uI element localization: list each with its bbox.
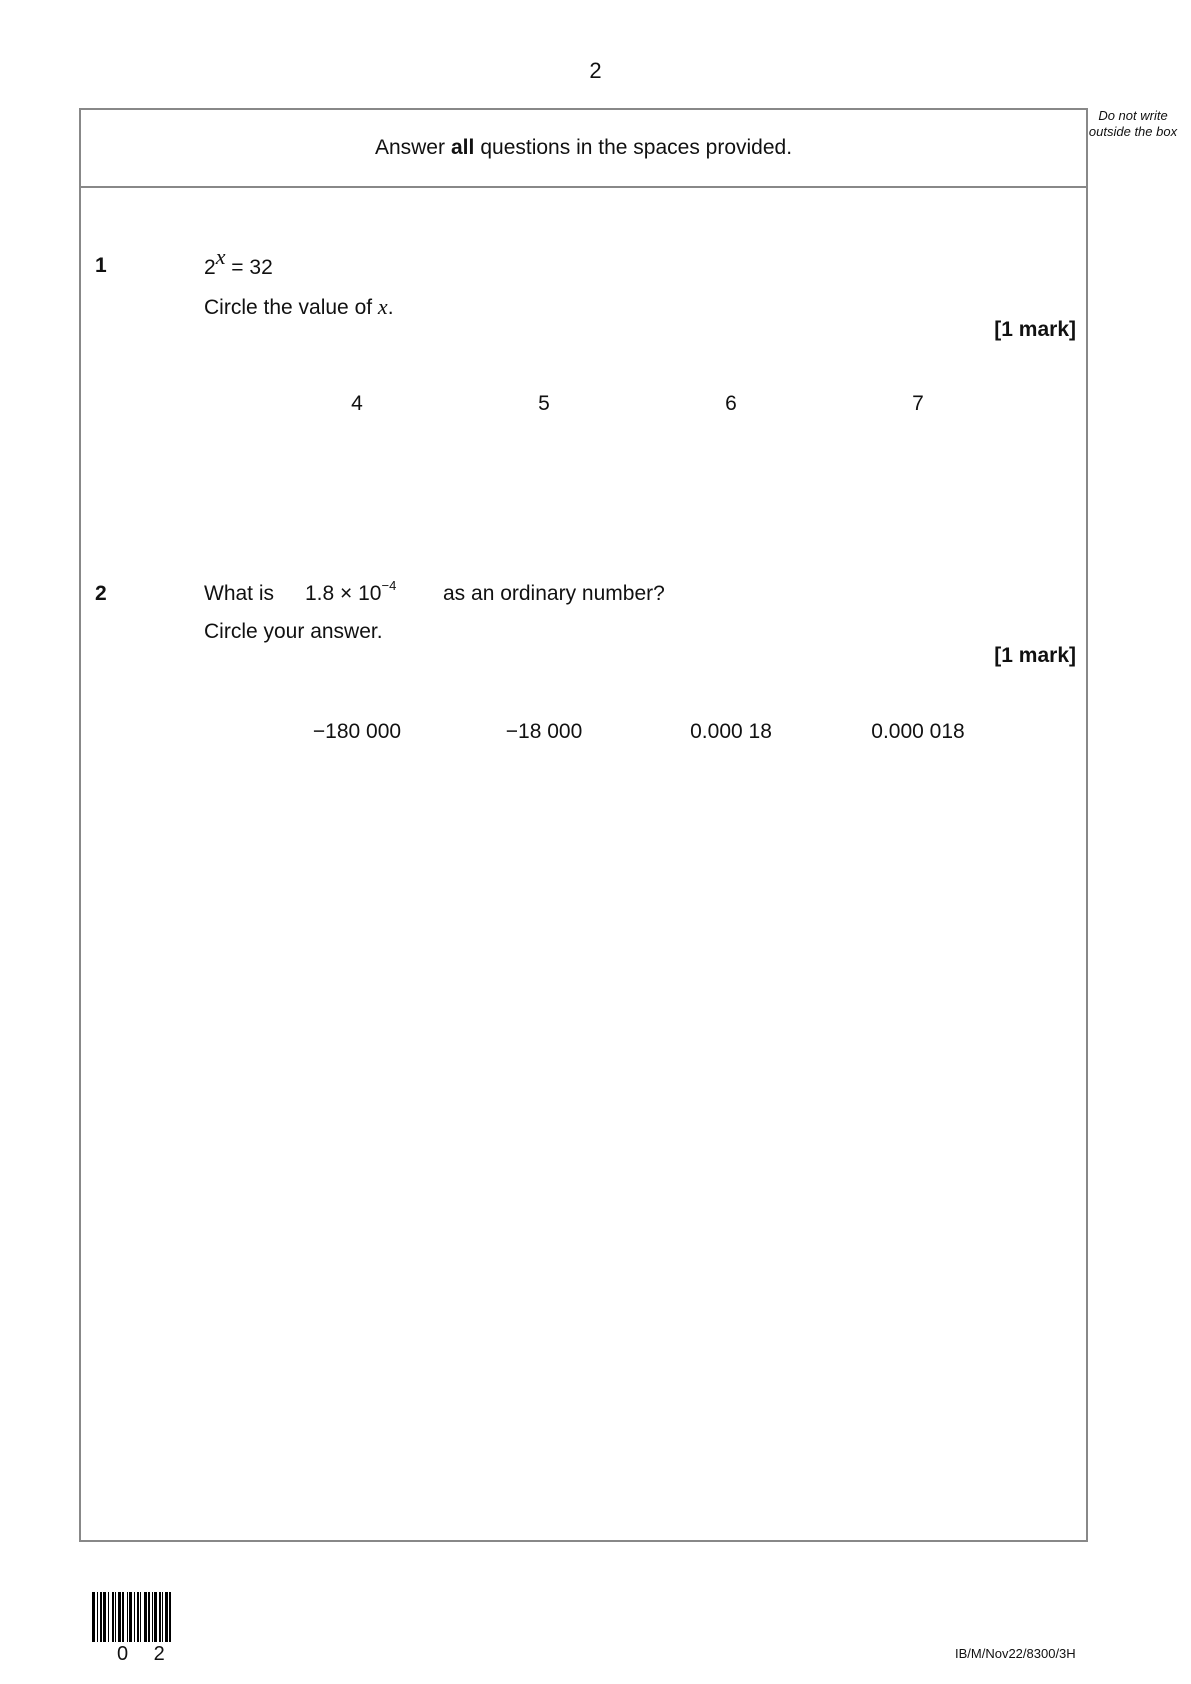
question-1-option[interactable]: 7 xyxy=(912,392,924,415)
question-1-prompt xyxy=(204,294,394,320)
question-2-option[interactable]: −180 000 xyxy=(312,720,402,743)
question-1-equation xyxy=(204,244,273,280)
question-2-option[interactable]: 0.000 018 xyxy=(871,720,965,743)
barcode-digits: 0 2 xyxy=(117,1643,175,1665)
page-number: 2 xyxy=(589,58,602,83)
question-1-option[interactable]: 6 xyxy=(725,392,737,415)
question-1-option[interactable]: 5 xyxy=(538,392,550,415)
question-1-marks: [1 mark] xyxy=(994,318,1076,341)
question-2-lead: What is xyxy=(204,582,275,605)
margin-note: Do not write outside the box xyxy=(1088,108,1178,139)
question-2-marks: [1 mark] xyxy=(994,644,1076,667)
equation-exponent: x xyxy=(215,244,226,269)
question-2-option[interactable]: 0.000 18 xyxy=(690,720,772,743)
prompt-prefix: Circle the value of xyxy=(204,296,378,319)
instruction-bar xyxy=(81,110,1086,188)
answer-box xyxy=(79,108,1088,1542)
question-2-prompt: Circle your answer. xyxy=(204,620,383,643)
question-1-number: 1 xyxy=(95,254,107,277)
prompt-suffix: . xyxy=(387,296,394,319)
equation-base: 2 xyxy=(204,256,216,279)
instruction-suffix: questions in the spaces provided. xyxy=(480,136,793,159)
question-2-tail: as an ordinary number? xyxy=(443,582,665,605)
prompt-variable: x xyxy=(377,294,388,319)
instruction-bold: all xyxy=(450,136,475,159)
question-2-expression xyxy=(305,578,397,606)
question-1-option[interactable]: 4 xyxy=(351,392,363,415)
expression-exponent: −4 xyxy=(381,578,397,593)
footer-code: IB/M/Nov22/8300/3H xyxy=(955,1646,1076,1661)
question-2-number: 2 xyxy=(95,582,107,605)
question-2-option[interactable]: −18 000 xyxy=(505,720,583,743)
barcode-image xyxy=(92,1592,198,1642)
expression-base: 1.8 × 10 xyxy=(305,582,382,605)
instruction-prefix: Answer xyxy=(374,136,445,159)
equation-rest: = 32 xyxy=(225,256,273,279)
